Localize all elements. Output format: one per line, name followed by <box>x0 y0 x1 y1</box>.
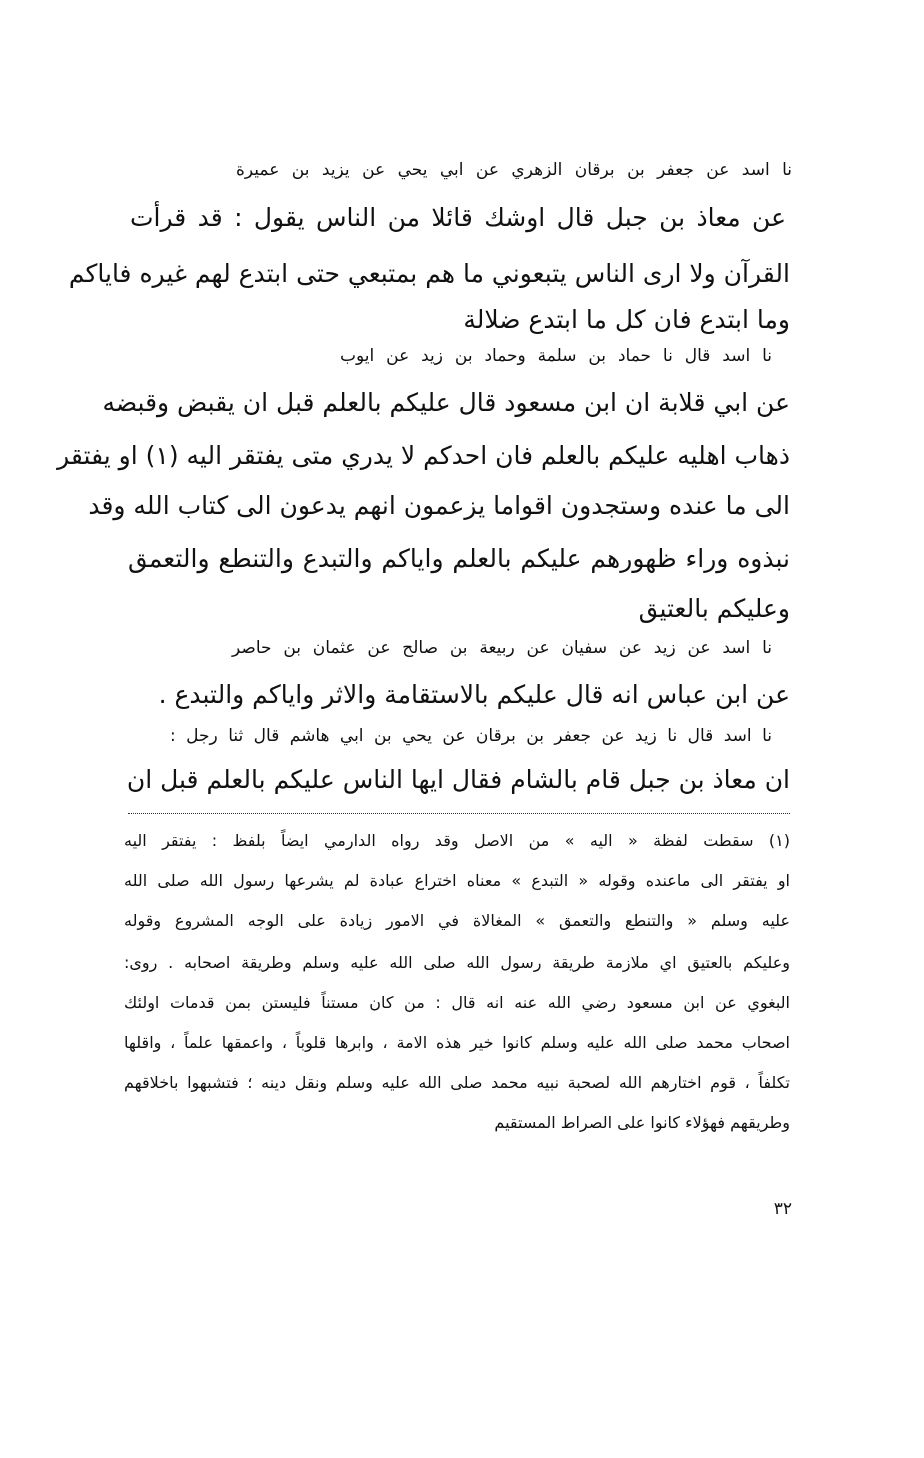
text-line: ذهاب اهليه عليكم بالعلم فان احدكم لا يدري متى يفتقر اليه (١) او يفتقر <box>57 441 790 470</box>
text-line: عن ابي قلابة ان ابن مسعود قال عليكم بالعلم قبل ان يقبض وقبضه <box>102 388 790 417</box>
text-line: وما ابتدع فان كل ما ابتدع ضلالة <box>463 305 790 334</box>
footnote-line: اصحاب محمد صلى الله عليه وسلم كانوا خير هذه الامة ، وابرها قلوباً ، واعمقها علماً ، واقلها <box>124 1033 790 1052</box>
text-line: عن ابن عباس انه قال عليكم بالاستقامة والاثر واياكم والتبدع . <box>158 680 790 709</box>
isnad-line: نا اسد عن جعفر بن برقان الزهري عن ابي يحي عن يزيد بن عميرة <box>236 160 792 180</box>
footnote-line: وعليكم بالعتيق اي ملازمة طريقة رسول الله صلى الله عليه وسلم وطريقة اصحابه . روى: <box>124 953 790 972</box>
footnote-divider <box>128 813 790 814</box>
text-line: وعليكم بالعتيق <box>638 594 790 623</box>
footnote-line: البغوي عن ابن مسعود رضي الله عنه انه قال : من كان مستناً فليستن بمن قدمات اولئك <box>124 993 790 1012</box>
isnad-line: نا اسد قال نا زيد عن جعفر بن برقان عن يحي بن ابي هاشم قال ثنا رجل : <box>170 726 772 746</box>
footnote-line: عليه وسلم « والتنطع والتعمق » المغالاة في الامور زيادة على الوجه المشروع وقوله <box>124 911 790 930</box>
text-line: نبذوه وراء ظهورهم عليكم بالعلم واياكم والتبدع والتنطع والتعمق <box>128 544 790 573</box>
footnote-line: (١) سقطت لفظة « اليه » من الاصل وقد رواه الدارمي ايضاً بلفظ : يفتقر اليه <box>124 831 790 850</box>
footnote-line: او يفتقر الى ماعنده وقوله « التبدع » معناه اختراع عبادة لم يشرعها رسول الله صلى الله <box>124 871 790 890</box>
text-line: عن معاذ بن جبل قال اوشك قائلا من الناس يقول : قد قرأت <box>130 203 786 232</box>
text-line: ان معاذ بن جبل قام بالشام فقال ايها الناس عليكم بالعلم قبل ان <box>126 765 790 794</box>
isnad-line: نا اسد عن زيد عن سفيان عن ربيعة بن صالح عن عثمان بن حاصر <box>232 638 772 658</box>
text-line: الى ما عنده وستجدون اقواما يزعمون انهم يدعون الى كتاب الله وقد <box>88 491 790 520</box>
footnote-line: وطريقهم فهؤلاء كانوا على الصراط المستقيم <box>494 1113 790 1132</box>
isnad-line: نا اسد قال نا حماد بن سلمة وحماد بن زيد عن ايوب <box>340 346 772 366</box>
page-number: ٣٢ <box>773 1199 792 1219</box>
footnote-line: تكلفاً ، قوم اختارهم الله لصحبة نبيه محمد صلى الله عليه وسلم ونقل دينه ؛ فتشبهوا باخلاقهم <box>124 1073 790 1092</box>
text-line: القرآن ولا ارى الناس يتبعوني ما هم بمتبعي حتى ابتدع لهم غيره فاياكم <box>68 259 790 288</box>
